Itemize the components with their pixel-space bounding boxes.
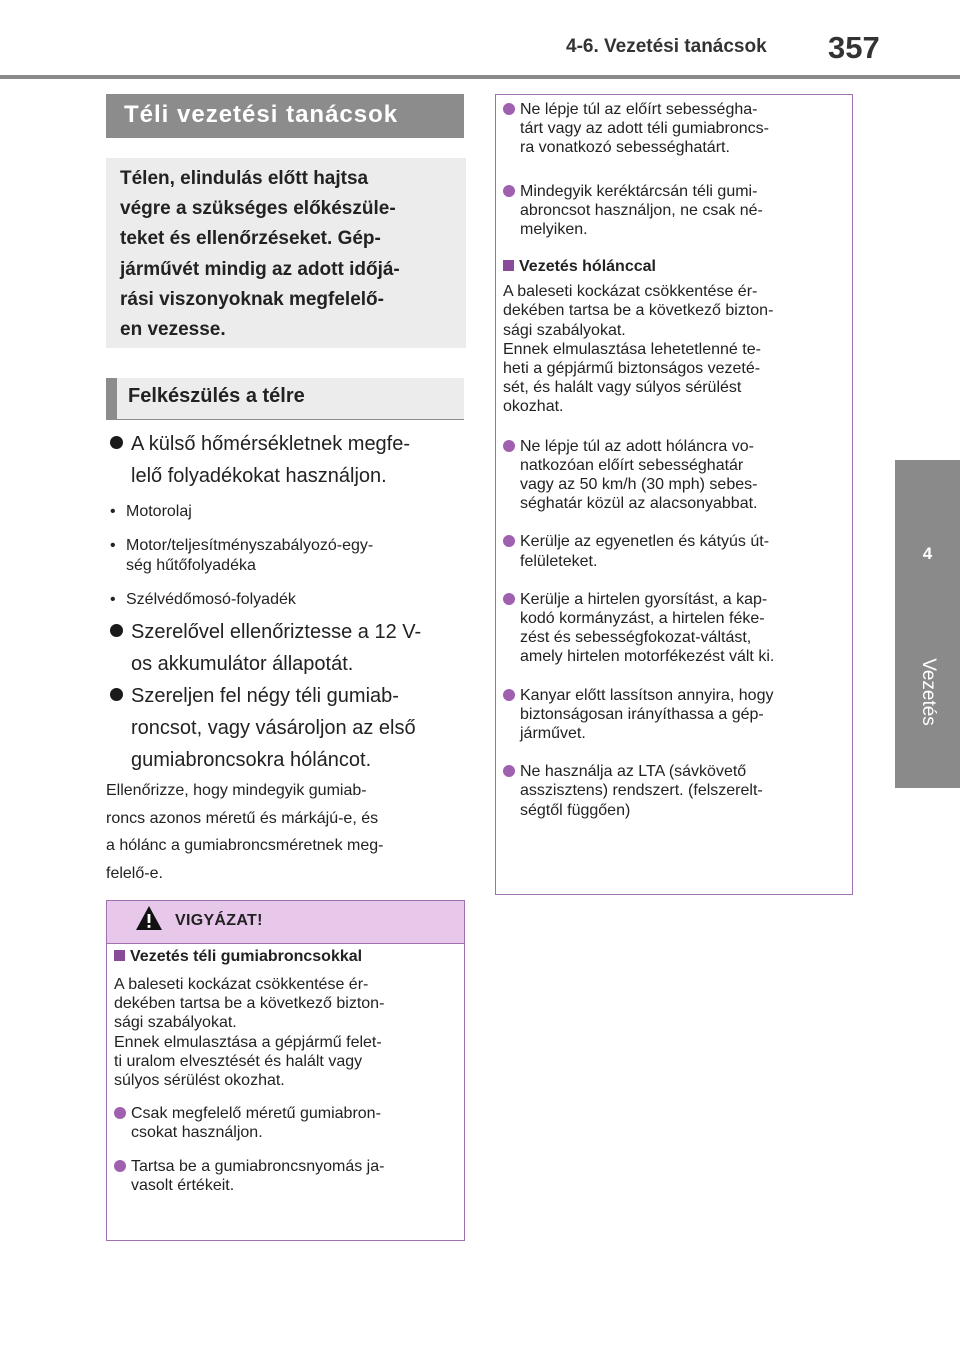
caution-subheading-text: Vezetés téli gumiabroncsokkal (130, 948, 363, 965)
caution-item-line: abroncsot használjon, ne csak né- (520, 201, 763, 219)
square-bullet-icon (503, 260, 514, 271)
caution-line: dekében tartsa be a következő bizton- (114, 995, 385, 1013)
caution-item (503, 686, 848, 744)
caution-item-line: kodó kormányzást, a hirtelen féke- (520, 610, 765, 628)
sub-bullet-line: ség hűtőfolyadéka (126, 557, 256, 574)
caution-item-line: biztonságosan irányíthassa a gép- (520, 705, 764, 723)
caution-text (503, 282, 848, 416)
intro-line: végre a szükséges előkészüle- (120, 198, 396, 220)
sub-bullet-item (110, 590, 460, 610)
caution-item-line: Ne lépje túl az előírt sebességha- (520, 101, 758, 118)
intro-line: teket és ellenőrzéseket. Gép- (120, 228, 381, 250)
caution-subheading (503, 258, 848, 276)
caution-left-content (114, 948, 459, 1195)
square-bullet-icon (114, 950, 125, 961)
caution-item-line: Csak megfelelő méretű gumiabron- (131, 1105, 381, 1123)
sub-bullet-item (110, 536, 460, 576)
caution-item (503, 762, 848, 820)
caution-text (114, 975, 459, 1090)
bullet-line: os akkumulátor állapotát. (131, 653, 354, 675)
caution-bullet-icon (503, 593, 515, 605)
caution-item-line: felületeket. (520, 552, 598, 570)
caution-line: heti a gépjármű biztonságos vezeté- (503, 360, 761, 378)
paragraph-line: a hólánc a gumiabroncsméretnek meg- (106, 837, 384, 854)
caution-subheading (114, 948, 459, 966)
chapter-tab-text: Vezetés (917, 658, 939, 726)
page-number: 357 (828, 30, 880, 65)
caution-item-line: natkozóan előírt sebességhatár (520, 456, 744, 474)
caution-bullet-icon (503, 765, 515, 777)
caution-title: VIGYÁZAT! (175, 912, 263, 929)
caution-line: A baleseti kockázat csökkentése ér- (503, 283, 758, 301)
caution-item-line: amely hirtelen motorfékezést vált ki. (520, 648, 775, 666)
caution-item-line: Kanyar előtt lassítson annyira, hogy (520, 686, 774, 704)
bullet-dot-icon (110, 436, 123, 449)
bullet-line: lelő folyadékokat használjon. (131, 465, 387, 487)
caution-item-line: ségtől függően) (520, 801, 631, 819)
intro-line: Télen, elindulás előtt hajtsa (120, 168, 369, 189)
chapter-tab-label (895, 596, 960, 788)
body-paragraph (106, 777, 466, 887)
bullet-line: roncsot, vagy vásároljon az első (131, 717, 416, 739)
warning-icon (134, 904, 164, 932)
caution-item-line: Kerülje a hirtelen gyorsítást, a kap- (520, 590, 768, 608)
caution-item-line: járművet. (520, 725, 586, 743)
sub-bullet-dot-icon: • (110, 503, 116, 520)
caution-item (503, 437, 848, 514)
caution-bullet-icon (503, 535, 515, 547)
chapter-tab-number: 4 (895, 460, 960, 596)
caution-bullet-icon (503, 689, 515, 701)
caution-bullet-icon (503, 103, 515, 115)
caution-item-line: ra vonatkozó sebességhatárt. (520, 139, 730, 157)
bullet-line: A külső hőmérsékletnek megfe- (131, 433, 411, 455)
sub-bullet-dot-icon: • (110, 537, 116, 554)
sub-bullet-line: Motorolaj (126, 503, 192, 520)
caution-item (503, 590, 848, 667)
bullet-item (108, 680, 468, 776)
caution-item-line: vagy az 50 km/h (30 mph) sebes- (520, 476, 758, 494)
sub-bullet-dot-icon: • (110, 591, 116, 608)
caution-line: ti uralom elvesztését és halált vagy (114, 1052, 363, 1070)
caution-item-line: vasolt értékeit. (131, 1176, 235, 1194)
bullet-line: gumiabroncsokra hóláncot. (131, 749, 372, 771)
bullet-dot-icon (110, 624, 123, 637)
paragraph-line: felelő-e. (106, 864, 163, 882)
caution-item-line: Ne használja az LTA (sávkövető (520, 763, 747, 781)
caution-item-line: séghatár közül az alacsonyabbat. (520, 495, 758, 513)
intro-line: rási viszonyoknak megfelelő- (120, 288, 384, 310)
bullet-dot-icon (110, 688, 123, 701)
caution-line: súlyos sérülést okozhat. (114, 1072, 285, 1090)
caution-bullet-icon (114, 1160, 126, 1172)
section-title: 4-6. Vezetési tanácsok (566, 36, 767, 57)
caution-item (114, 1157, 459, 1195)
caution-item (503, 532, 848, 570)
caution-line: Ennek elmulasztása a gépjármű felet- (114, 1033, 382, 1051)
caution-line: okozhat. (503, 398, 564, 416)
caution-item-line: melyiken. (520, 221, 588, 239)
section-heading: Felkészülés a télre (106, 378, 464, 420)
intro-line: en vezesse. (120, 319, 226, 341)
main-title: Téli vezetési tanácsok (106, 94, 464, 138)
caution-subheading-text: Vezetés hólánccal (519, 258, 656, 276)
paragraph-line: Ellenőrizze, hogy mindegyik gumiab- (106, 782, 367, 799)
caution-item-line: Ne lépje túl az adott hóláncra vo- (520, 437, 754, 455)
caution-bullet-icon (114, 1107, 126, 1119)
caution-item-line: Tartsa be a gumiabroncsnyomás ja- (131, 1157, 385, 1175)
caution-item-line: Kerülje az egyenetlen és kátyús út- (520, 533, 770, 551)
caution-bullet-icon (503, 185, 515, 197)
caution-item (503, 182, 848, 240)
caution-item (503, 100, 848, 158)
caution-line: Ennek elmulasztása lehetetlenné te- (503, 340, 761, 358)
caution-bullet-icon (503, 440, 515, 452)
caution-line: sági szabályokat. (114, 1014, 237, 1032)
caution-item-line: zést és sebességfokozat-váltást, (520, 629, 752, 647)
caution-item-line: csokat használjon. (131, 1124, 263, 1142)
caution-line: dekében tartsa be a következő bizton- (503, 302, 774, 320)
caution-line: sági szabályokat. (503, 321, 626, 339)
caution-line: sét, és halált vagy súlyos sérülést (503, 379, 742, 397)
intro-box (106, 158, 466, 348)
header-divider (0, 75, 960, 79)
bullet-item (108, 616, 468, 680)
bullet-item (108, 428, 468, 492)
sub-bullet-line: Szélvédőmosó-folyadék (126, 591, 296, 608)
sub-bullet-item (110, 502, 460, 522)
bullet-line: Szerelővel ellenőriztesse a 12 V- (131, 621, 422, 643)
caution-item-line: asszisztens) rendszert. (felszerelt- (520, 782, 763, 800)
caution-item (114, 1104, 459, 1142)
intro-line: járművét mindig az adott időjá- (120, 258, 400, 280)
bullet-line: Szereljen fel négy téli gumiab- (131, 685, 399, 707)
paragraph-line: roncs azonos méretű és márkájú-e, és (106, 809, 379, 827)
caution-line: A baleseti kockázat csökkentése ér- (114, 976, 369, 993)
caution-item-line: Mindegyik keréktárcsán téli gumi- (520, 182, 758, 200)
caution-right-content (503, 100, 848, 820)
sub-bullet-line: Motor/teljesítményszabályozó-egy- (126, 537, 374, 554)
caution-item-line: tárt vagy az adott téli gumiabroncs- (520, 120, 770, 138)
